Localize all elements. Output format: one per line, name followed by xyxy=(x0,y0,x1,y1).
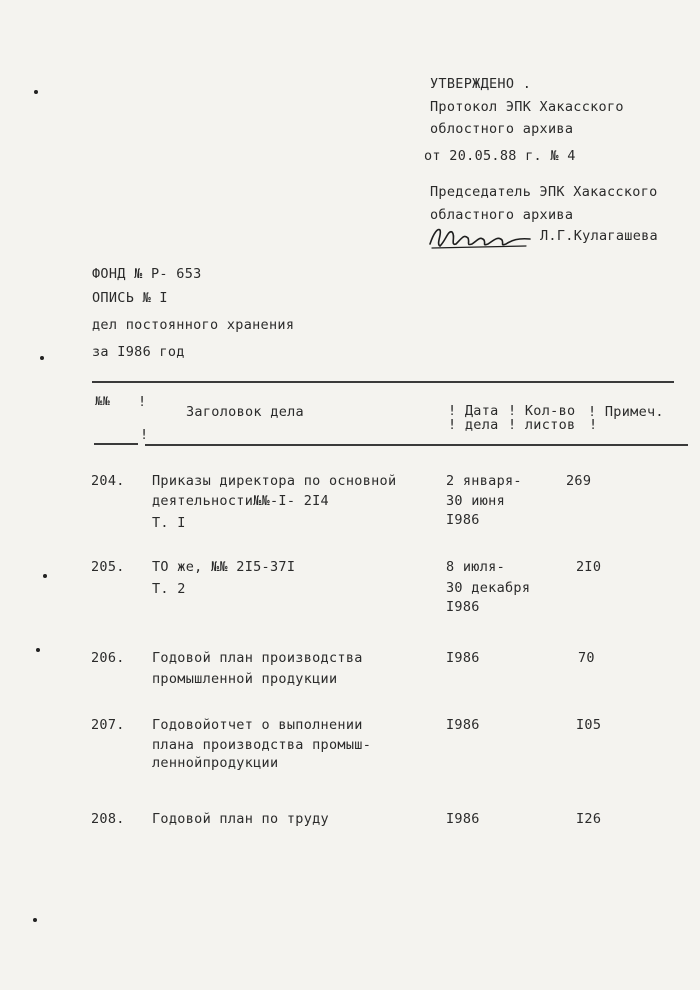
col-sheets: ! Кол-во xyxy=(508,403,576,419)
row-title-line: Годовой план производства xyxy=(152,650,363,666)
header-top-rule xyxy=(92,381,674,383)
header-bottom-rule xyxy=(145,444,688,446)
col-date: ! Дата xyxy=(448,403,499,419)
approval-protocol: Протокол ЭПК Хакасского xyxy=(430,99,624,115)
chairman-title: Председатель ЭПК Хакасского xyxy=(430,184,658,200)
col-sheets-sub: ! листов xyxy=(508,417,576,433)
margin-mark xyxy=(43,574,47,578)
row-title-line: деятельности№№-I- 2I4 xyxy=(152,493,329,509)
row-date-line: 30 июня xyxy=(446,493,505,509)
handwritten-signature xyxy=(426,222,534,252)
row-date-line: 8 июля- xyxy=(446,559,505,575)
row-sheets: 269 xyxy=(566,473,592,489)
approval-date: от 20.05.88 г. № 4 xyxy=(424,148,576,164)
chairman-archive: областного архива xyxy=(430,207,574,223)
approval-heading: УТВЕРЖДЕНО . xyxy=(430,76,532,92)
row-sheets: 70 xyxy=(578,650,595,666)
row-title-line: плана производства промыш- xyxy=(152,737,372,753)
header-bottom-rule-short xyxy=(94,443,138,445)
row-date-line: I986 xyxy=(446,717,480,733)
row-sheets: I26 xyxy=(576,811,602,827)
row-title-line: Т. I xyxy=(152,515,186,531)
inventory-year: за I986 год xyxy=(92,344,185,360)
margin-mark xyxy=(36,648,40,652)
row-date-line: I986 xyxy=(446,811,480,827)
margin-mark xyxy=(40,356,44,360)
row-title-line: промышленной продукции xyxy=(152,671,338,687)
row-title-line: Годовой план по труду xyxy=(152,811,329,827)
storage-description: дел постоянного хранения xyxy=(92,317,295,333)
col-number: №№ xyxy=(95,394,111,408)
row-title-line: леннойпродукции xyxy=(152,755,279,771)
row-date-line: 2 января- xyxy=(446,473,522,489)
opis-number: ОПИСЬ № I xyxy=(92,290,168,306)
col-notes: ! Примеч. xyxy=(588,404,664,420)
col-title: Заголовок дела xyxy=(186,404,304,420)
row-date-line: I986 xyxy=(446,599,480,615)
row-number: 207. xyxy=(91,717,125,733)
row-number: 208. xyxy=(91,811,125,827)
row-date-line: I986 xyxy=(446,512,480,528)
margin-mark xyxy=(33,918,37,922)
row-sheets: 2I0 xyxy=(576,559,602,575)
row-number: 206. xyxy=(91,650,125,666)
approval-archive: облостного архива xyxy=(430,121,574,137)
row-title-line: Приказы директора по основной xyxy=(152,473,397,489)
col-separator-lower: ! xyxy=(140,427,149,443)
row-date-line: I986 xyxy=(446,650,480,666)
row-number: 204. xyxy=(91,473,125,489)
row-title-line: Т. 2 xyxy=(152,581,186,597)
fond-number: ФОНД № Р- 653 xyxy=(92,266,202,282)
col-separator: ! xyxy=(138,394,147,410)
col-notes-sep: ! xyxy=(589,417,598,433)
row-sheets: I05 xyxy=(576,717,602,733)
row-number: 205. xyxy=(91,559,125,575)
chairman-name: Л.Г.Кулагашева xyxy=(540,228,658,244)
margin-mark xyxy=(34,90,38,94)
row-title-line: ТО же, №№ 2I5-37I xyxy=(152,559,296,575)
col-date-sub: ! дела xyxy=(448,417,499,433)
row-title-line: Годовойотчет о выполнении xyxy=(152,717,363,733)
row-date-line: 30 декабря xyxy=(446,580,531,596)
